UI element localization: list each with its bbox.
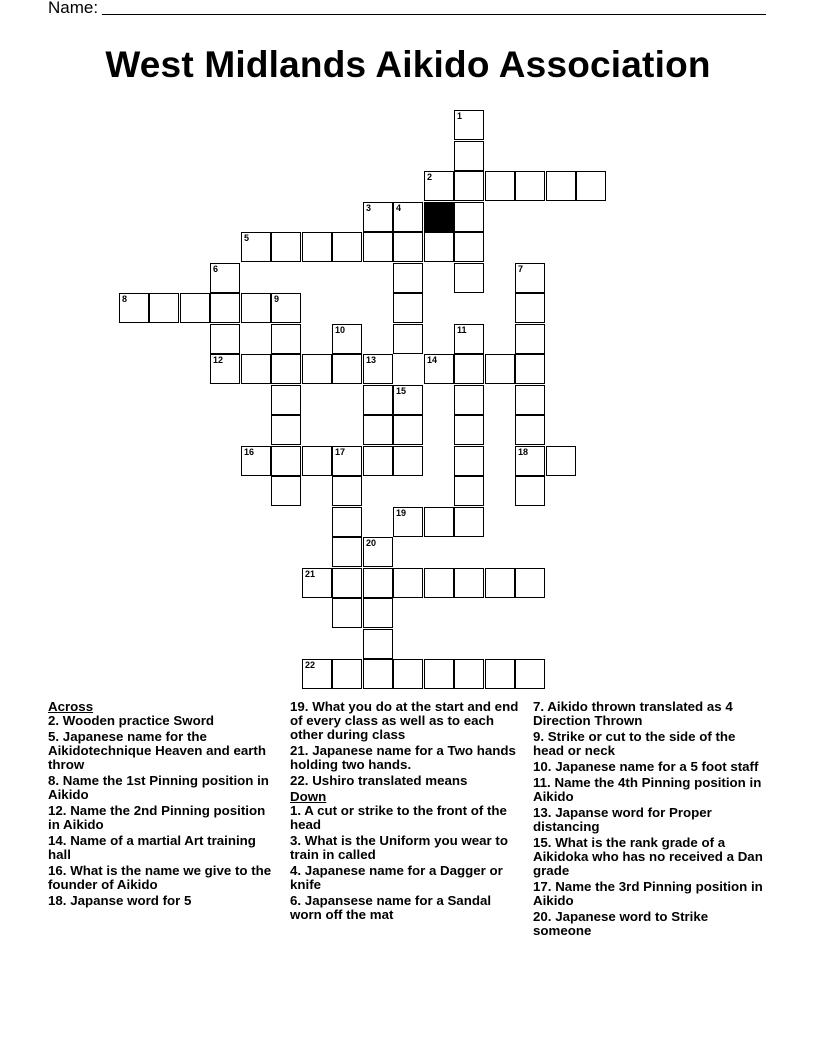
- clue: [290, 700, 522, 742]
- clue: [533, 776, 765, 804]
- clue-text: Japanese name for the Aikidotechnique Heaven and earth throw: [48, 729, 266, 772]
- clue-text: A cut or strike to the front of the head: [290, 803, 507, 832]
- clue-text: Japansese name for a Sandal worn off the mat: [290, 893, 492, 922]
- grid-cell[interactable]: [454, 110, 484, 140]
- grid-block: [424, 202, 454, 232]
- grid-cell[interactable]: [546, 171, 576, 201]
- grid-cell[interactable]: [454, 141, 484, 171]
- grid-cell[interactable]: [363, 446, 393, 476]
- clue-number: 20.: [533, 909, 552, 924]
- grid-cell[interactable]: [393, 385, 423, 415]
- grid-cell[interactable]: [454, 446, 484, 476]
- clue: [48, 774, 280, 802]
- grid-cell[interactable]: [454, 171, 484, 201]
- clue-text: Ushiro translated means: [312, 773, 468, 788]
- clue: [290, 804, 522, 832]
- clue-number: 1.: [290, 803, 302, 818]
- down-clue-list: [290, 804, 522, 922]
- clue-number: 18.: [48, 893, 67, 908]
- grid-cell[interactable]: [332, 537, 362, 567]
- grid-cell[interactable]: [393, 415, 423, 445]
- cell-number: 5: [244, 233, 250, 243]
- clue-number: 10.: [533, 759, 552, 774]
- clue-number: 12.: [48, 803, 67, 818]
- clue: [533, 836, 765, 878]
- grid-cell[interactable]: [271, 385, 301, 415]
- clue-number: 7.: [533, 699, 545, 714]
- grid-cell[interactable]: [210, 324, 240, 354]
- clue-text: What is the name we give to the founder of Aikido: [48, 863, 272, 892]
- cell-number: 16: [244, 447, 255, 457]
- grid-cell[interactable]: [515, 446, 545, 476]
- grid-cell[interactable]: [454, 415, 484, 445]
- grid-cell[interactable]: [363, 537, 393, 567]
- clue-text: Japanese name for a Dagger or knife: [290, 863, 503, 892]
- grid-cell[interactable]: [454, 659, 484, 689]
- clue-number: 15.: [533, 835, 552, 850]
- cell-number: 13: [366, 355, 377, 365]
- grid-cell[interactable]: [393, 202, 423, 232]
- clue-text: Name the 4th Pinning position in Aikido: [533, 775, 762, 804]
- clue-number: 21.: [290, 743, 309, 758]
- clue: [290, 774, 522, 788]
- across-clue-list: [48, 714, 280, 908]
- clue-text: Aikido thrown translated as 4 Direction Thrown: [533, 699, 733, 728]
- clue: [533, 880, 765, 908]
- grid-cell[interactable]: [424, 568, 454, 598]
- grid-cell[interactable]: [363, 659, 393, 689]
- clue: [533, 760, 765, 774]
- grid-cell[interactable]: [271, 354, 301, 384]
- cell-number: 17: [335, 447, 346, 457]
- grid-cell[interactable]: [485, 354, 515, 384]
- grid-cell[interactable]: [210, 354, 240, 384]
- grid-cell[interactable]: [393, 263, 423, 293]
- grid-cell[interactable]: [515, 415, 545, 445]
- grid-cell[interactable]: [515, 171, 545, 201]
- grid-cell[interactable]: [332, 354, 362, 384]
- clue-number: 16.: [48, 863, 67, 878]
- grid-cell[interactable]: [363, 385, 393, 415]
- clue-text: Wooden practice Sword: [62, 713, 215, 728]
- clue-number: 19.: [290, 699, 309, 714]
- grid-cell[interactable]: [515, 385, 545, 415]
- grid-cell[interactable]: [363, 598, 393, 628]
- clues-column-2: [290, 700, 522, 924]
- cell-number: 19: [396, 508, 407, 518]
- grid-cell[interactable]: [515, 476, 545, 506]
- cell-number: 1: [457, 111, 463, 121]
- clue-number: 9.: [533, 729, 545, 744]
- grid-cell[interactable]: [393, 659, 423, 689]
- grid-cell[interactable]: [454, 232, 484, 262]
- grid-cell[interactable]: [424, 232, 454, 262]
- clue: [533, 730, 765, 758]
- grid-cell[interactable]: [393, 232, 423, 262]
- clue: [48, 714, 280, 728]
- across-heading: Across: [48, 699, 94, 714]
- grid-cell[interactable]: [393, 293, 423, 323]
- grid-cell[interactable]: [271, 232, 301, 262]
- grid-cell[interactable]: [454, 507, 484, 537]
- grid-cell[interactable]: [302, 446, 332, 476]
- clue-text: Japanse word for 5: [70, 893, 192, 908]
- clue: [48, 804, 280, 832]
- clue-text: What is the Uniform you wear to train in called: [290, 833, 508, 862]
- cell-number: 10: [335, 325, 346, 335]
- grid-cell[interactable]: [454, 202, 484, 232]
- clue-number: 22.: [290, 773, 309, 788]
- clue-text: Japanse word for Proper distancing: [533, 805, 712, 834]
- page-title: West Midlands Aikido Association: [105, 44, 711, 85]
- grid-cell[interactable]: [515, 263, 545, 293]
- grid-cell[interactable]: [454, 385, 484, 415]
- down-clue-list-continued: [533, 700, 765, 938]
- grid-cell[interactable]: [515, 659, 545, 689]
- grid-cell[interactable]: [302, 568, 332, 598]
- grid-cell[interactable]: [454, 568, 484, 598]
- grid-cell[interactable]: [485, 171, 515, 201]
- grid-cell[interactable]: [241, 232, 271, 262]
- grid-cell[interactable]: [363, 415, 393, 445]
- clue: [290, 894, 522, 922]
- grid-cell[interactable]: [363, 202, 393, 232]
- grid-cell[interactable]: [332, 232, 362, 262]
- grid-cell[interactable]: [119, 293, 149, 323]
- clue-text: Japanese word to Strike someone: [533, 909, 709, 938]
- grid-cell[interactable]: [302, 232, 332, 262]
- cell-number: 7: [518, 264, 524, 274]
- grid-cell[interactable]: [271, 324, 301, 354]
- clue-text: Name of a martial Art training hall: [48, 833, 256, 862]
- down-heading: Down: [290, 789, 327, 804]
- cell-number: 3: [366, 203, 372, 213]
- clue-number: 5.: [48, 729, 60, 744]
- clue-number: 6.: [290, 893, 302, 908]
- grid-cell[interactable]: [515, 568, 545, 598]
- cell-number: 11: [457, 325, 467, 335]
- grid-cell[interactable]: [393, 507, 423, 537]
- grid-cell[interactable]: [393, 568, 423, 598]
- grid-cell[interactable]: [332, 446, 362, 476]
- clue-number: 11.: [533, 775, 551, 790]
- clue: [533, 700, 765, 728]
- grid-cell[interactable]: [332, 568, 362, 598]
- grid-cell[interactable]: [332, 476, 362, 506]
- cell-number: 15: [396, 386, 407, 396]
- name-label: Name:: [48, 0, 99, 17]
- clue: [48, 864, 280, 892]
- grid-cell[interactable]: [454, 354, 484, 384]
- grid-cell[interactable]: [271, 293, 301, 323]
- clue-number: 2.: [48, 713, 60, 728]
- clue-text: Strike or cut to the side of the head or neck: [533, 729, 736, 758]
- clue: [290, 744, 522, 772]
- cell-number: 12: [213, 355, 224, 365]
- clues-column-3: [533, 700, 765, 940]
- cell-number: 20: [366, 538, 377, 548]
- clue-text: Name the 3rd Pinning position in Aikido: [533, 879, 763, 908]
- grid-cell[interactable]: [515, 354, 545, 384]
- grid-cell[interactable]: [363, 629, 393, 659]
- cell-number: 14: [427, 355, 438, 365]
- clues-column-1: [48, 700, 280, 910]
- clue: [533, 910, 765, 938]
- clue-text: Name the 1st Pinning position in Aikido: [48, 773, 269, 802]
- cell-number: 4: [396, 203, 402, 213]
- grid-cell[interactable]: [302, 659, 332, 689]
- clue: [533, 806, 765, 834]
- clue-number: 3.: [290, 833, 302, 848]
- clue-text: What is the rank grade of a Aikidoka who has no received a Dan grade: [533, 835, 763, 878]
- grid-cell[interactable]: [363, 354, 393, 384]
- grid-cell[interactable]: [332, 324, 362, 354]
- grid-cell[interactable]: [241, 446, 271, 476]
- clue-number: 14.: [48, 833, 67, 848]
- grid-cell[interactable]: [332, 659, 362, 689]
- cell-number: 21: [305, 569, 316, 579]
- grid-cell[interactable]: [271, 446, 301, 476]
- grid-cell[interactable]: [149, 293, 179, 323]
- clue-number: 8.: [48, 773, 60, 788]
- grid-cell[interactable]: [271, 415, 301, 445]
- grid-cell[interactable]: [393, 446, 423, 476]
- grid-cell[interactable]: [546, 446, 576, 476]
- cell-number: 18: [518, 447, 529, 457]
- grid-cell[interactable]: [454, 476, 484, 506]
- grid-cell[interactable]: [454, 324, 484, 354]
- grid-cell[interactable]: [180, 293, 210, 323]
- grid-cell[interactable]: [485, 659, 515, 689]
- grid-cell[interactable]: [302, 354, 332, 384]
- grid-cell[interactable]: [485, 568, 515, 598]
- grid-cell[interactable]: [210, 263, 240, 293]
- grid-cell[interactable]: [241, 354, 271, 384]
- clue: [48, 730, 280, 772]
- clue: [48, 894, 280, 908]
- grid-cell[interactable]: [363, 568, 393, 598]
- grid-cell[interactable]: [424, 659, 454, 689]
- grid-cell[interactable]: [332, 598, 362, 628]
- grid-cell[interactable]: [576, 171, 606, 201]
- grid-cell[interactable]: [241, 293, 271, 323]
- clue-number: 17.: [533, 879, 552, 894]
- clue-number: 4.: [290, 863, 302, 878]
- clue-number: 13.: [533, 805, 552, 820]
- grid-cell[interactable]: [424, 171, 454, 201]
- across-clue-list-continued: [290, 700, 522, 788]
- clue: [290, 834, 522, 862]
- cell-number: 9: [274, 294, 280, 304]
- clue-text: Japanese name for a Two hands holding two hands.: [290, 743, 516, 772]
- clue-text: Japanese name for a 5 foot staff: [555, 759, 759, 774]
- cell-number: 2: [427, 172, 433, 182]
- cell-number: 22: [305, 660, 316, 670]
- grid-cell[interactable]: [393, 324, 423, 354]
- grid-cell[interactable]: [424, 507, 454, 537]
- grid-cell[interactable]: [210, 293, 240, 323]
- grid-cell[interactable]: [332, 507, 362, 537]
- clue: [290, 864, 522, 892]
- clue: [48, 834, 280, 862]
- grid-cell[interactable]: [515, 324, 545, 354]
- grid-cell[interactable]: [271, 476, 301, 506]
- cell-number: 6: [213, 264, 219, 274]
- grid-cell[interactable]: [515, 293, 545, 323]
- grid-cell[interactable]: [363, 232, 393, 262]
- grid-cell[interactable]: [454, 263, 484, 293]
- clue-text: What you do at the start and end of every class as well as to each other during class: [290, 699, 519, 742]
- grid-cell[interactable]: [424, 354, 454, 384]
- clue-text: Name the 2nd Pinning position in Aikido: [48, 803, 266, 832]
- cell-number: 8: [122, 294, 128, 304]
